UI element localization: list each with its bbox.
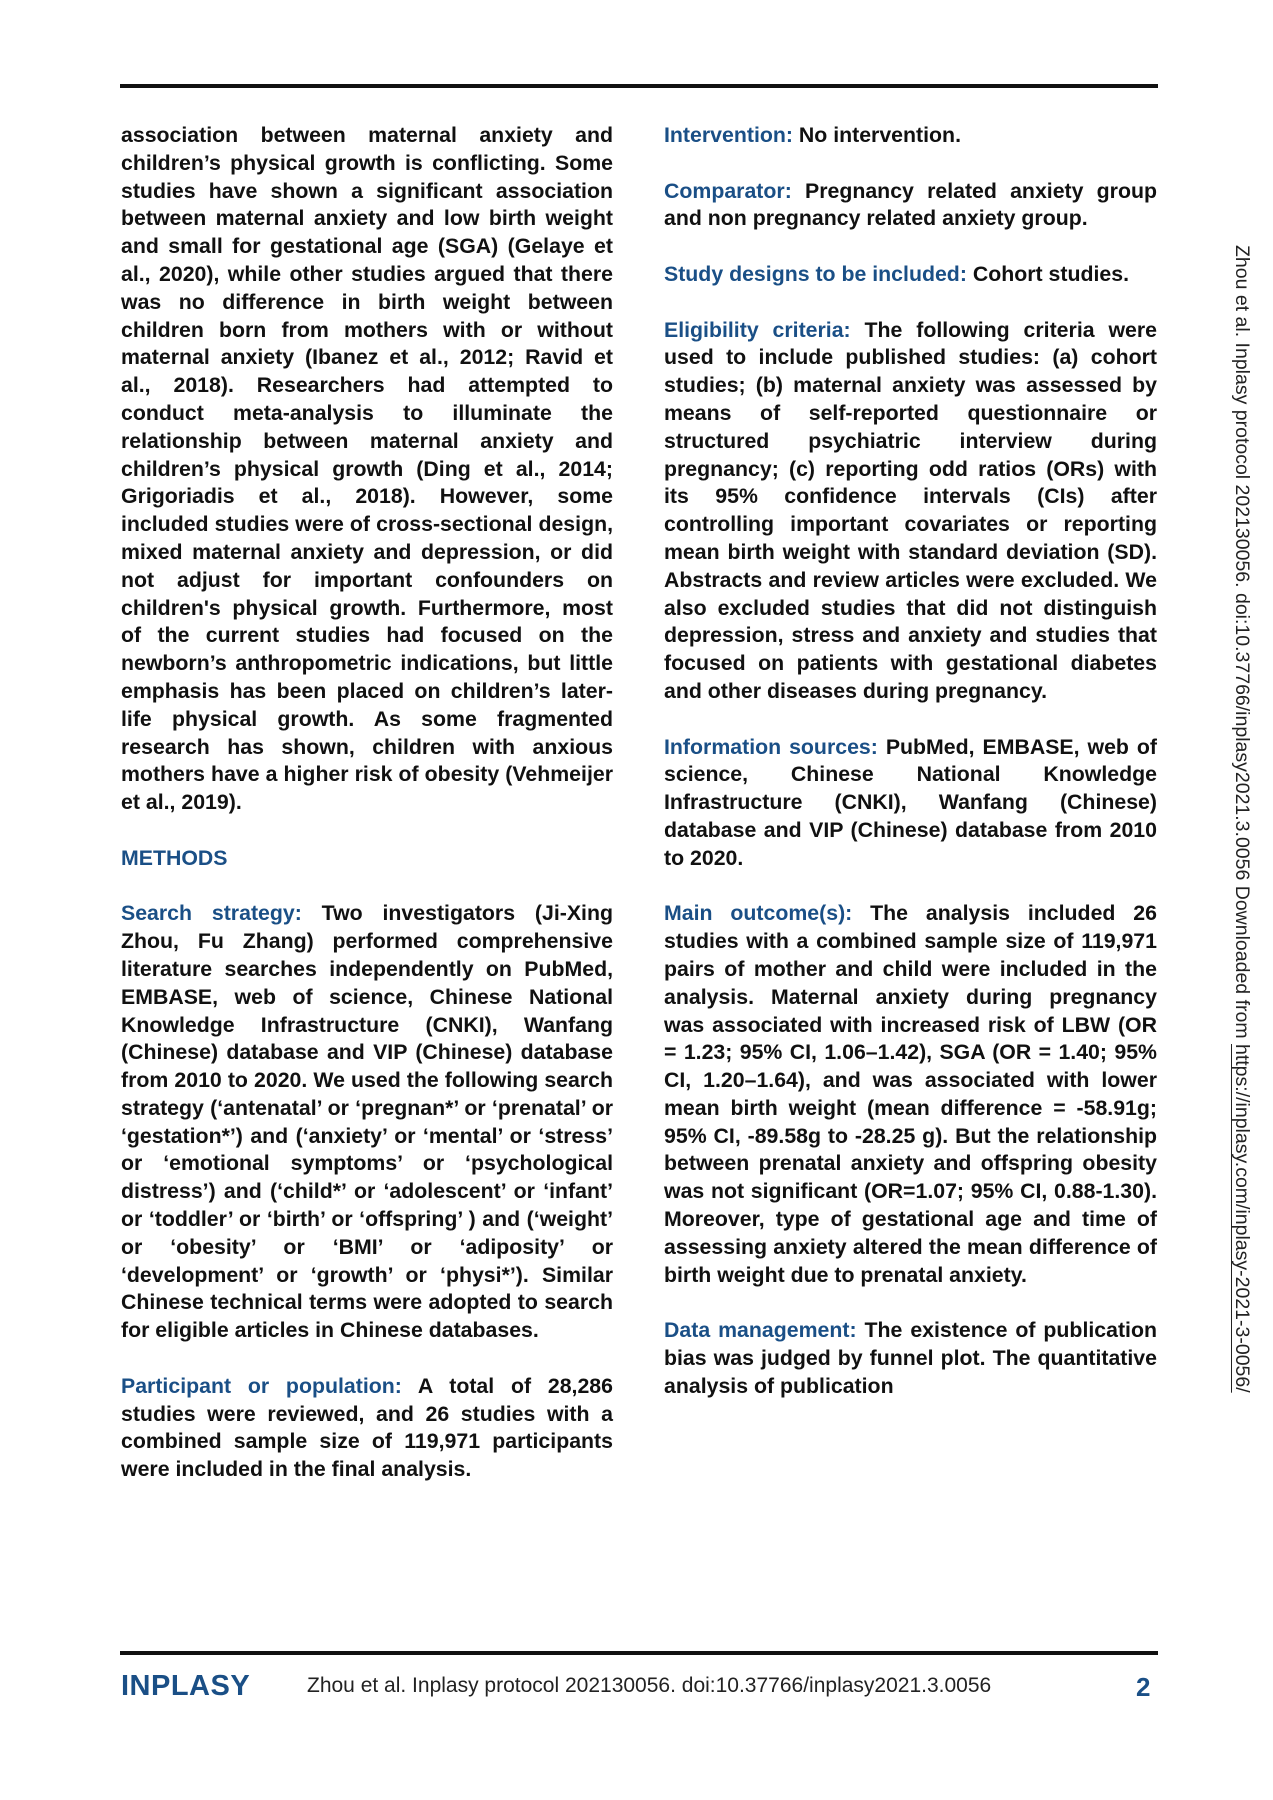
side-margin-citation bbox=[1228, 245, 1256, 1515]
intervention-label: Intervention: bbox=[664, 123, 793, 147]
eligibility-label: Eligibility criteria: bbox=[664, 317, 851, 342]
participant-paragraph bbox=[121, 1373, 613, 1484]
download-link[interactable]: https://inplasy.com/inplasy-2021-3-0056/ bbox=[1231, 1044, 1253, 1393]
eligibility-paragraph bbox=[664, 317, 1157, 706]
participant-text: A total of 28,286 studies were reviewed, and 26 studies with a combined sample size of 119,971 participants were included in the final analysis. bbox=[121, 1373, 613, 1482]
right-column bbox=[664, 122, 1157, 1401]
information-sources-label: Information sources: bbox=[664, 734, 878, 759]
intro-paragraph: association between maternal anxiety and children’s physical growth is conflicting. Some studies have shown a significant association between maternal anxiety and low birth weight and small for gestational age (SGA) (Gelaye et al., 2020), while other studies argued that there was no difference in birth weight between children born from mothers with or without maternal anxiety (Ibanez et al., 2012; Ravid et al., 2018). Researchers had attempted to conduct meta-analysis to illuminate the relationship between maternal anxiety and children’s physical growth (Ding et al., 2014; Grigoriadis et al., 2018). However, some included studies were of cross-sectional design, mixed maternal anxiety and depression, or did not adjust for important confounders on children's physical growth. Furthermore, most of the current studies had focused on the newborn’s anthropometric indications, but little emphasis has been placed on children’s later-life physical growth. As some fragmented research has shown, children with anxious mothers have a higher risk of obesity (Vehmeijer et al., 2019). bbox=[121, 123, 613, 815]
data-management-paragraph bbox=[664, 1317, 1157, 1400]
search-strategy-text: Two investigators (Ji-Xing Zhou, Fu Zhang) performed comprehensive literature searches independently on PubMed, EMBASE, web of science, Chinese National Knowledge Infrastructure (CNKI), Wanfang (Chinese) database and VIP (Chinese) database from 2010 to 2020. We used the following search strategy (‘antenatal’ or ‘pregnan*’ or ‘prenatal’ or ‘gestation*’) and (‘anxiety’ or ‘mental’ or ‘stress’ or ‘emotional symptoms’ or ‘psychological distress’) and (‘child*’ or ‘adolescent’ or ‘infant’ or ‘toddler’ or ‘birth’ or ‘offspring’ ) and (‘weight’ or ‘obesity’ or ‘BMI’ or ‘adiposity’ or ‘development’ or ‘growth’ or ‘physi*’). Similar Chinese technical terms were adopted to search for eligible articles in Chinese databases. bbox=[121, 901, 613, 1343]
main-outcomes-paragraph bbox=[664, 900, 1157, 1289]
header-rule bbox=[120, 84, 1158, 88]
intervention-text: No intervention. bbox=[792, 123, 961, 147]
left-column bbox=[121, 122, 613, 1484]
data-management-label: Data management: bbox=[664, 1318, 857, 1343]
study-designs-text: Cohort studies. bbox=[966, 261, 1130, 286]
footer-rule bbox=[120, 1651, 1158, 1655]
eligibility-text: The following criteria were used to include published studies: (a) cohort studies; (b) maternal anxiety was assessed by means of self-reported questionnaire or structured psychiatric interview during pregnancy; (c) reporting odd ratios (ORs) with its 95% confidence intervals (CIs) after controlling important covariates or reporting mean birth weight with standard deviation (SD). Abstracts and review articles were excluded. We also excluded studies that did not distinguish depression, stress and anxiety and studies that focused on patients with gestational diabetes and other diseases during pregnancy. bbox=[664, 317, 1157, 703]
study-designs-label: Study designs to be included: bbox=[664, 261, 967, 286]
search-strategy-paragraph bbox=[121, 900, 613, 1345]
participant-label: Participant or population: bbox=[121, 1373, 402, 1398]
page-number: 2 bbox=[1136, 1672, 1151, 1702]
comparator-label: Comparator: bbox=[664, 178, 792, 203]
information-sources-paragraph bbox=[664, 734, 1157, 873]
comparator-paragraph bbox=[664, 178, 1157, 234]
inplasy-logo: INPLASY bbox=[121, 1670, 251, 1702]
data-management-text: The existence of publication bias was judged by funnel plot. The quantitative analysis of publication bbox=[664, 1318, 1157, 1398]
information-sources-text: PubMed, EMBASE, web of science, Chinese National Knowledge Infrastructure (CNKI), Wanfang (Chinese) database and VIP (Chinese) database from 2010 to 2020. bbox=[664, 734, 1157, 870]
footer-citation: Zhou et al. Inplasy protocol 202130056. doi:10.37766/inplasy2021.3.0056 bbox=[307, 1674, 992, 1697]
methods-heading: METHODS bbox=[121, 845, 228, 870]
intervention-paragraph bbox=[664, 122, 1157, 150]
main-outcomes-text: The analysis included 26 studies with a combined sample size of 119,971 pairs of mother and child were included in the analysis. Maternal anxiety during pregnancy was associated with increased risk of LBW (OR = 1.23; 95% CI, 1.06–1.42), SGA (OR = 1.40; 95% CI, 1.20–1.64), and was associated with lower mean birth weight (mean difference = -58.91g; 95% CI, -89.58g to -28.25 g). But the relationship between prenatal anxiety and offspring obesity was not significant (OR=1.07; 95% CI, 0.88-1.30). Moreover, type of gestational age and time of assessing anxiety altered the mean difference of birth weight due to prenatal anxiety. bbox=[664, 901, 1157, 1287]
study-designs-paragraph bbox=[664, 261, 1157, 289]
search-strategy-label: Search strategy: bbox=[121, 901, 302, 926]
main-outcomes-label: Main outcome(s): bbox=[664, 901, 853, 926]
comparator-text: Pregnancy related anxiety group and non pregnancy related anxiety group. bbox=[664, 178, 1157, 231]
side-margin-text: Zhou et al. Inplasy protocol 202130056. doi:10.37766/inplasy2021.3.0056 Downloaded from bbox=[1231, 245, 1253, 1044]
